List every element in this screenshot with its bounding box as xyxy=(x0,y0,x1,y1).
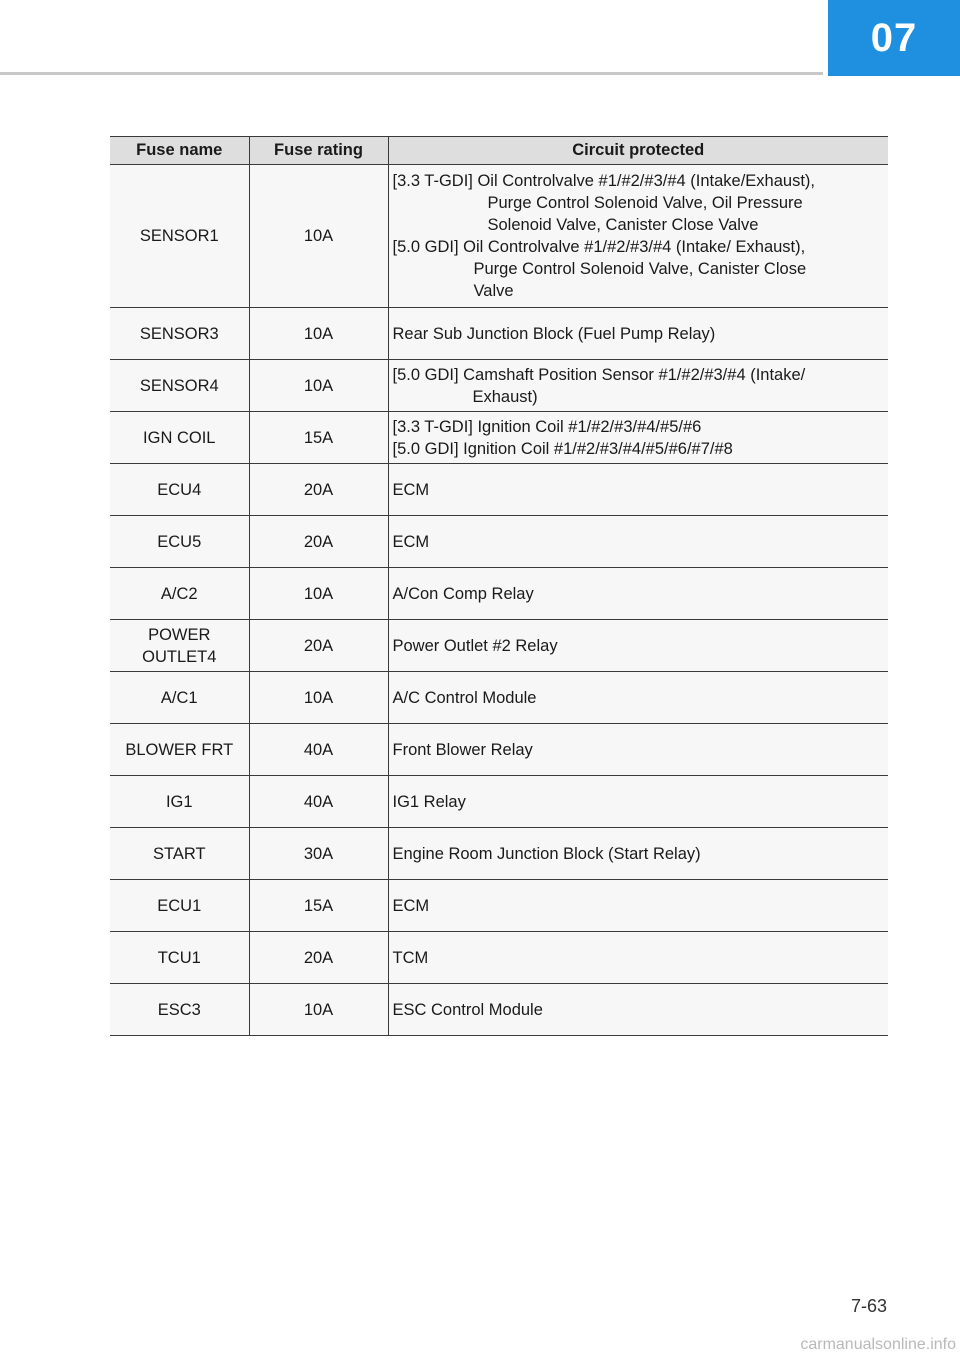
fuse-rating: 20A xyxy=(249,464,388,516)
fuse-rating: 10A xyxy=(249,165,388,308)
fuse-rating: 40A xyxy=(249,724,388,776)
fuse-rating: 40A xyxy=(249,776,388,828)
table-row xyxy=(110,672,888,724)
circuit-line: Purge Control Solenoid Valve, Canister Close xyxy=(473,260,807,278)
circuit-line: [5.0 GDI] Ignition Coil #1/#2/#3/#4/#5/#6/#7/#8 xyxy=(392,439,733,458)
table-row xyxy=(110,360,888,412)
fuse-name: SENSOR1 xyxy=(110,165,249,308)
circuit-protected: Power Outlet #2 Relay xyxy=(388,620,888,672)
fuse-rating: 30A xyxy=(249,828,388,880)
circuit-line: Purge Control Solenoid Valve, Oil Pressure xyxy=(487,194,803,212)
fuse-name: ESC3 xyxy=(110,984,249,1036)
circuit-protected: A/Con Comp Relay xyxy=(388,568,888,620)
circuit-protected: ECM xyxy=(388,464,888,516)
fuse-name: ECU1 xyxy=(110,880,249,932)
fuse-rating: 10A xyxy=(249,984,388,1036)
fuse-name: START xyxy=(110,828,249,880)
fuse-name xyxy=(110,620,249,672)
circuit-protected: TCM xyxy=(388,932,888,984)
table-header-row xyxy=(110,137,888,165)
table-row xyxy=(110,412,888,464)
fuse-name: SENSOR4 xyxy=(110,360,249,412)
fuse-table xyxy=(110,136,888,1036)
table-row xyxy=(110,724,888,776)
chapter-number: 07 xyxy=(870,15,918,60)
circuit-line: Solenoid Valve, Canister Close Valve xyxy=(487,216,759,234)
fuse-name: ECU4 xyxy=(110,464,249,516)
fuse-name: A/C1 xyxy=(110,672,249,724)
fuse-rating: 20A xyxy=(249,620,388,672)
table-row xyxy=(110,776,888,828)
table-row xyxy=(110,308,888,360)
header-rule xyxy=(0,72,823,75)
header-circuit-protected: Circuit protected xyxy=(388,137,888,165)
circuit-protected: Engine Room Junction Block (Start Relay) xyxy=(388,828,888,880)
fuse-name-line: POWER xyxy=(148,625,211,644)
circuit-protected: ECM xyxy=(388,880,888,932)
fuse-rating: 15A xyxy=(249,880,388,932)
table-row xyxy=(110,828,888,880)
circuit-protected: Front Blower Relay xyxy=(388,724,888,776)
header-fuse-name: Fuse name xyxy=(110,137,249,165)
circuit-protected xyxy=(388,360,888,412)
circuit-protected xyxy=(388,165,888,308)
fuse-name: ECU5 xyxy=(110,516,249,568)
table-row xyxy=(110,932,888,984)
table-row xyxy=(110,880,888,932)
fuse-name-line: OUTLET4 xyxy=(142,647,217,666)
fuse-name: IG1 xyxy=(110,776,249,828)
page-number: 7-63 xyxy=(850,1296,887,1316)
table-row xyxy=(110,464,888,516)
circuit-line: [3.3 T-GDI] Oil Controlvalve #1/#2/#3/#4 (Intake/Exhaust), xyxy=(392,172,815,190)
fuse-name: IGN COIL xyxy=(110,412,249,464)
fuse-rating: 10A xyxy=(249,672,388,724)
fuse-name: A/C2 xyxy=(110,568,249,620)
fuse-name: SENSOR3 xyxy=(110,308,249,360)
table-row xyxy=(110,620,888,672)
circuit-line: [3.3 T-GDI] Ignition Coil #1/#2/#3/#4/#5/#6 xyxy=(392,417,702,436)
circuit-protected: ECM xyxy=(388,516,888,568)
fuse-rating: 10A xyxy=(249,568,388,620)
fuse-rating: 15A xyxy=(249,412,388,464)
circuit-line: [5.0 GDI] Oil Controlvalve #1/#2/#3/#4 (Intake/ Exhaust), xyxy=(392,238,806,256)
circuit-protected xyxy=(388,412,888,464)
circuit-protected: ESC Control Module xyxy=(388,984,888,1036)
watermark: carmanualsonline.info xyxy=(800,1336,956,1353)
table-row xyxy=(110,568,888,620)
header-fuse-rating: Fuse rating xyxy=(249,137,388,165)
fuse-rating: 10A xyxy=(249,360,388,412)
fuse-rating: 20A xyxy=(249,932,388,984)
fuse-rating: 20A xyxy=(249,516,388,568)
fuse-name: TCU1 xyxy=(110,932,249,984)
circuit-line: [5.0 GDI] Camshaft Position Sensor #1/#2/#3/#4 (Intake/ xyxy=(392,365,806,384)
circuit-protected: A/C Control Module xyxy=(388,672,888,724)
chapter-tab xyxy=(828,0,960,76)
fuse-rating: 10A xyxy=(249,308,388,360)
table-row xyxy=(110,984,888,1036)
circuit-protected: Rear Sub Junction Block (Fuel Pump Relay) xyxy=(388,308,888,360)
table-row xyxy=(110,165,888,308)
table-row xyxy=(110,516,888,568)
circuit-line: Exhaust) xyxy=(472,387,538,406)
circuit-line: Valve xyxy=(473,282,514,300)
circuit-protected: IG1 Relay xyxy=(388,776,888,828)
fuse-name: BLOWER FRT xyxy=(110,724,249,776)
